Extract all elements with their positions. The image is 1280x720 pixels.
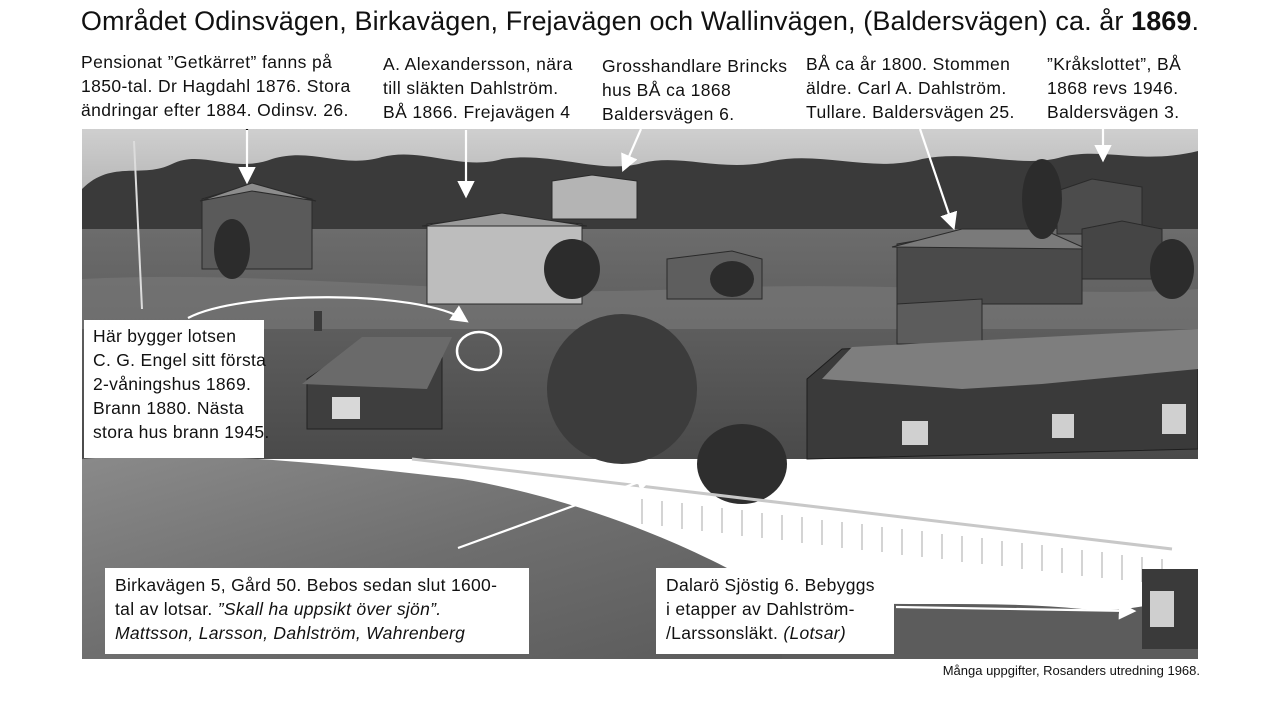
slide-title	[0, 6, 1280, 37]
caption-line: A. Alexandersson, nära	[383, 54, 573, 74]
annotation-line: Birkavägen 5, Gård 50. Bebos sedan slut 1600-	[115, 575, 498, 595]
caption-line: ändringar efter 1884. Odinsv. 26.	[81, 100, 349, 120]
caption-line: äldre. Carl A. Dahlström.	[806, 78, 1007, 98]
caption-line: Tullare. Baldersvägen 25.	[806, 102, 1015, 122]
title-suffix: .	[1191, 6, 1200, 36]
annotation-dalaro-sjostig	[656, 568, 894, 654]
annotation-line	[666, 621, 894, 645]
title-year: 1869	[1131, 6, 1192, 36]
caption-alexandersson	[383, 52, 573, 124]
caption-line: till släkten Dahlström.	[383, 78, 559, 98]
annotation-line: stora hus brann 1945.	[93, 422, 270, 442]
caption-line: 1868 revs 1946.	[1047, 78, 1179, 98]
caption-line: Grosshandlare Brincks	[602, 56, 788, 76]
annotation-line: 2-våningshus 1869.	[93, 374, 252, 394]
annotation-families: Mattsson, Larsson, Dahlström, Wahrenberg	[115, 623, 466, 643]
caption-line: Baldersvägen 3.	[1047, 102, 1180, 122]
annotation-line: Brann 1880. Nästa	[93, 398, 245, 418]
annotation-quote: ”Skall ha uppsikt över sjön”.	[217, 599, 442, 619]
annotation-line	[115, 597, 529, 621]
annotation-line: Dalarö Sjöstig 6. Bebyggs	[666, 575, 875, 595]
annotation-lotsar: (Lotsar)	[783, 623, 847, 643]
caption-dahlstrom	[806, 52, 1015, 124]
annotation-line: Här bygger lotsen	[93, 326, 237, 346]
source-footnote: Många uppgifter, Rosanders utredning 1968.	[942, 663, 1200, 678]
caption-line: hus BÅ ca 1868	[602, 80, 732, 100]
annotation-birkavagen	[105, 568, 529, 654]
caption-line: ”Kråkslottet”, BÅ	[1047, 54, 1182, 74]
caption-line: BÅ ca år 1800. Stommen	[806, 54, 1011, 74]
title-text: Området Odinsvägen, Birkavägen, Frejavägen och Wallinvägen, (Baldersvägen) ca. år	[80, 6, 1132, 36]
annotation-line: i etapper av Dahlström-	[666, 599, 855, 619]
annotation-text: tal av lotsar.	[115, 599, 218, 619]
caption-brincks	[602, 54, 787, 126]
caption-kraakslottet	[1047, 52, 1181, 124]
annotation-line: C. G. Engel sitt första	[93, 350, 267, 370]
caption-line: 1850-tal. Dr Hagdahl 1876. Stora	[81, 76, 351, 96]
annotation-lotsen-engel	[84, 320, 270, 458]
caption-getkarret	[81, 50, 351, 122]
caption-line: Pensionat ”Getkärret” fanns på	[81, 52, 333, 72]
annotation-text: /Larssonsläkt.	[666, 623, 784, 643]
caption-line: BÅ 1866. Frejavägen 4	[383, 102, 571, 122]
caption-line: Baldersvägen 6.	[602, 104, 735, 124]
